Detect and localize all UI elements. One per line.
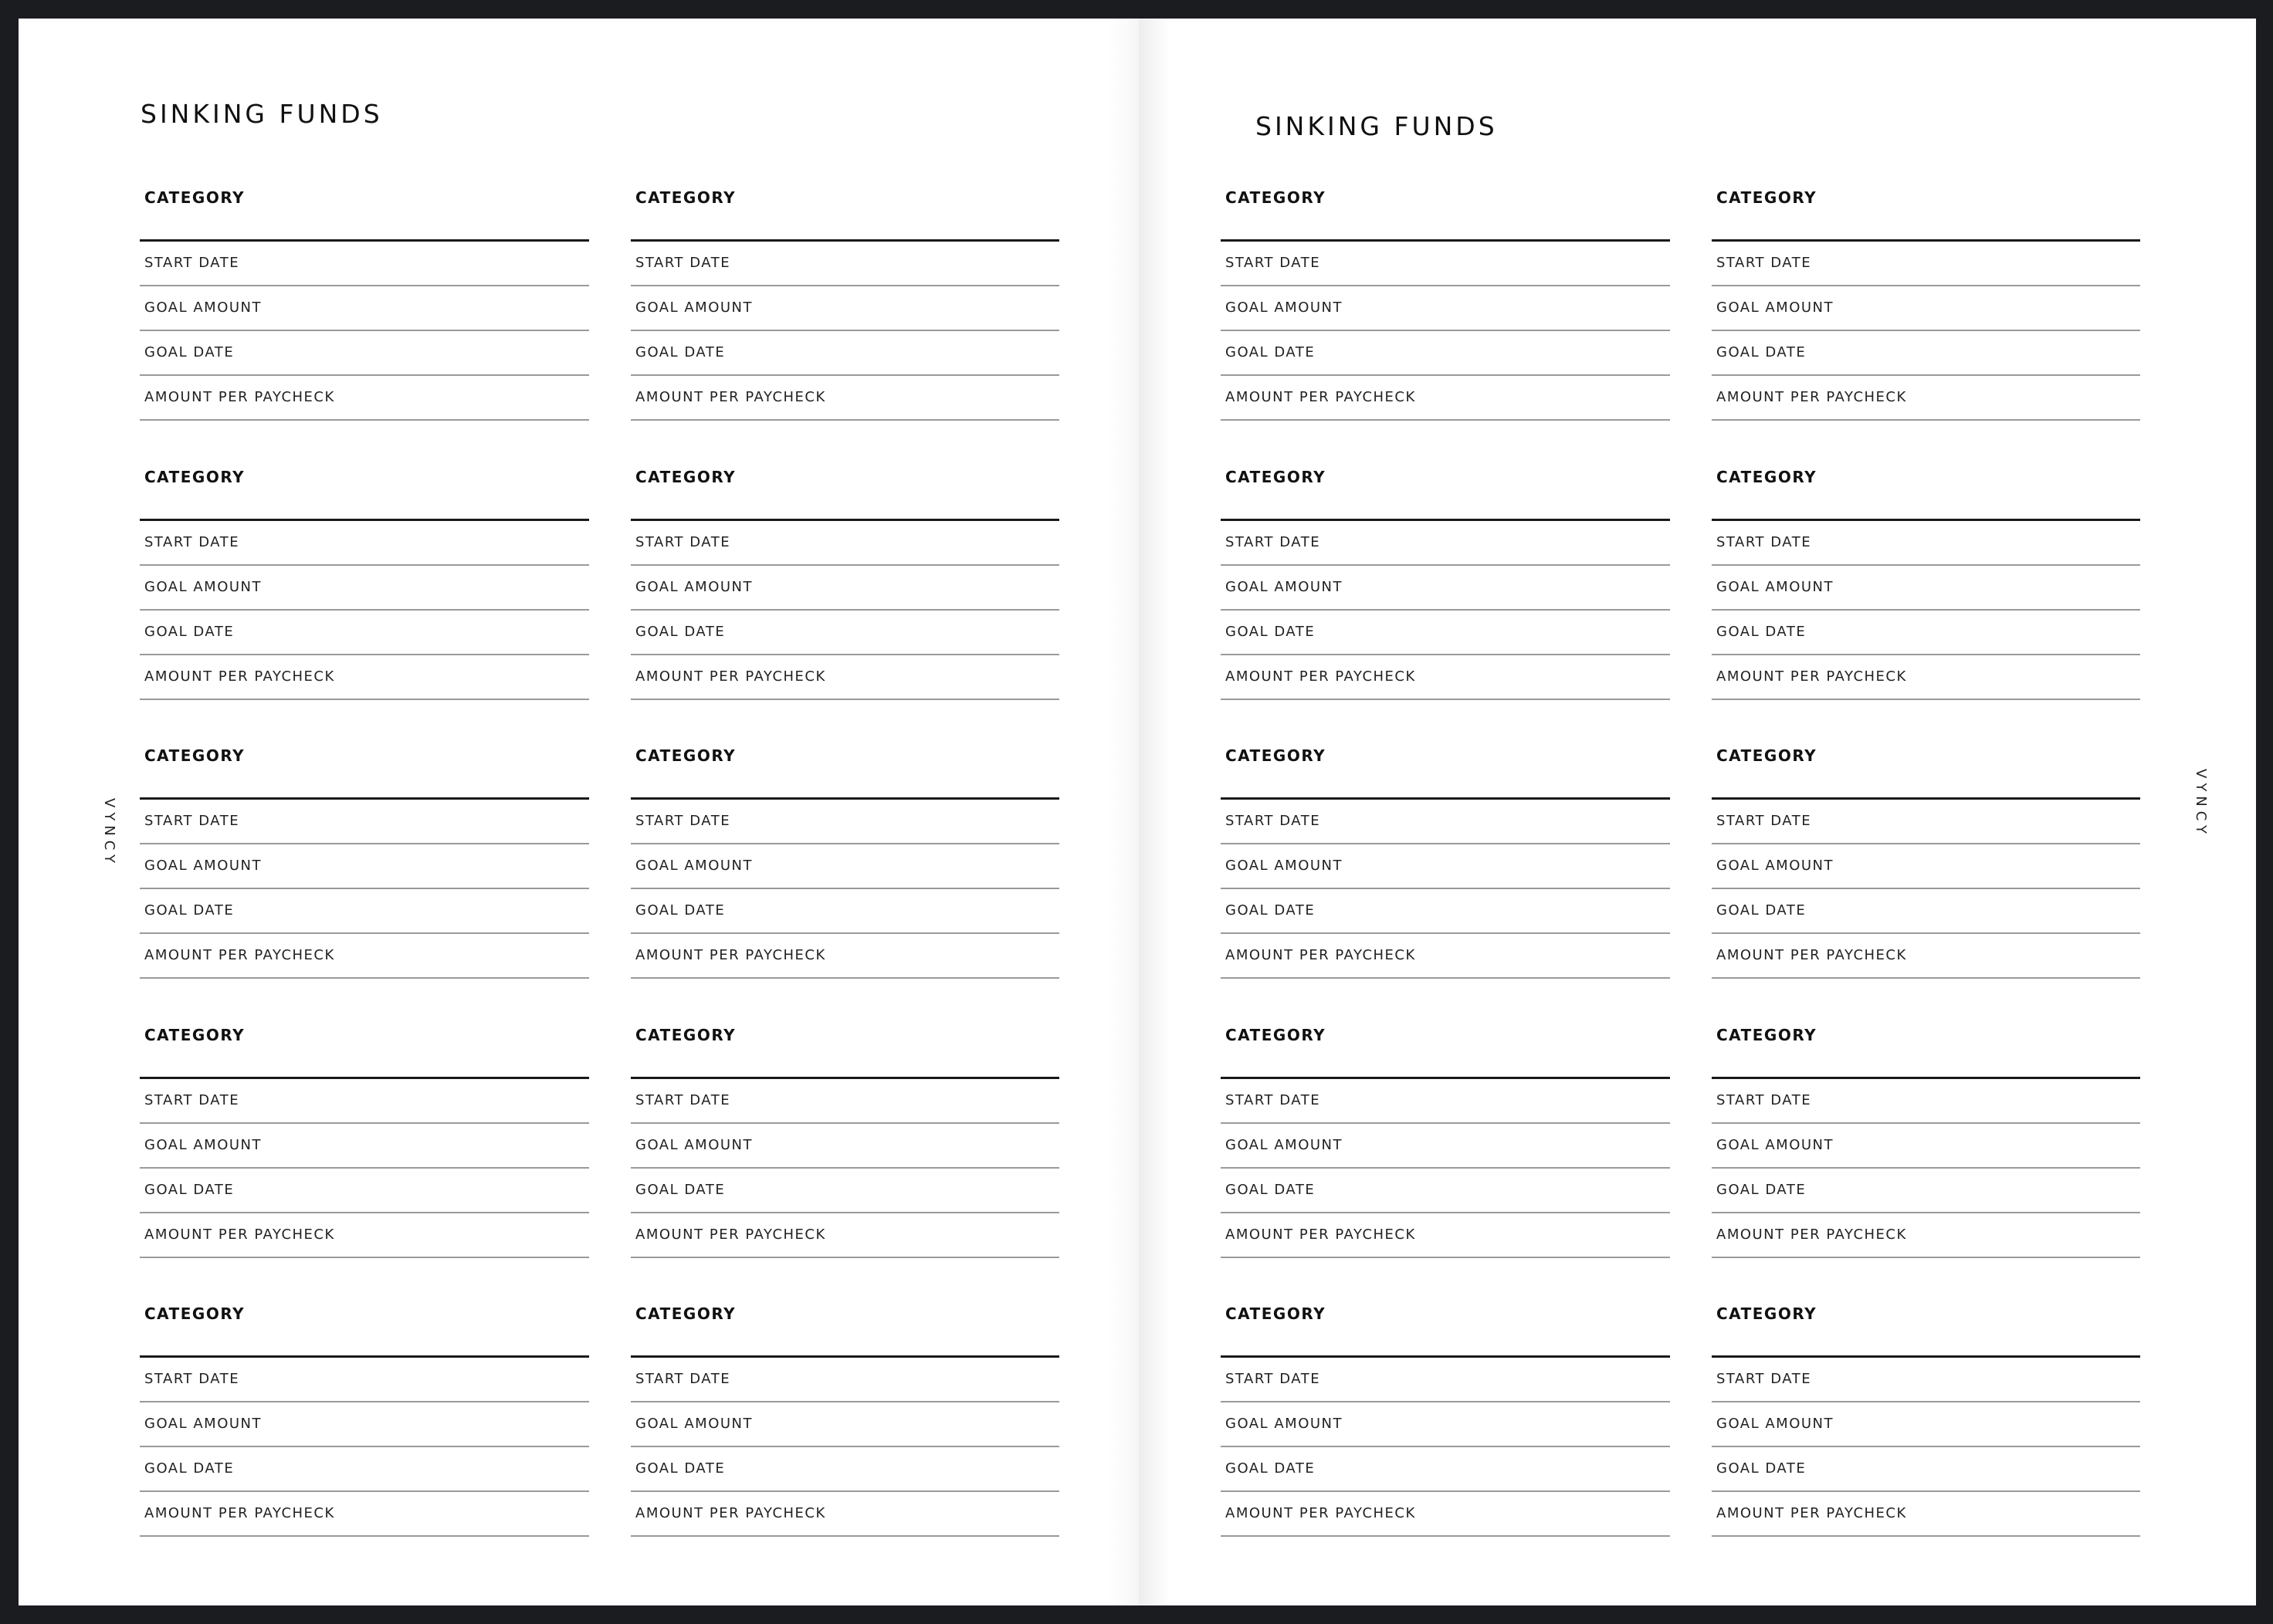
category-field[interactable] <box>1221 1292 1670 1358</box>
category-label: CATEGORY <box>1225 746 1326 765</box>
goal-amount-field[interactable] <box>1221 286 1670 331</box>
start-date-field[interactable] <box>1712 1079 2140 1124</box>
start-date-label: START DATE <box>1716 813 1812 829</box>
category-field[interactable] <box>631 455 1059 521</box>
start-date-label: START DATE <box>1225 534 1321 550</box>
goal-amount-field[interactable] <box>1712 1402 2140 1447</box>
goal-date-label: GOAL DATE <box>1716 344 1807 360</box>
category-field[interactable] <box>140 455 589 521</box>
amount-per-paycheck-field[interactable] <box>1221 655 1670 700</box>
goal-date-label: GOAL DATE <box>635 344 726 360</box>
goal-amount-label: GOAL AMOUNT <box>144 1416 263 1432</box>
goal-amount-field[interactable] <box>140 566 589 611</box>
amount-per-paycheck-field[interactable] <box>1221 376 1670 421</box>
goal-date-label: GOAL DATE <box>1225 344 1316 360</box>
goal-amount-label: GOAL AMOUNT <box>144 1137 263 1153</box>
amount-per-paycheck-field[interactable] <box>631 1213 1059 1258</box>
fund-block <box>1221 1013 1670 1258</box>
goal-date-field[interactable] <box>1712 1447 2140 1492</box>
goal-amount-label: GOAL AMOUNT <box>635 299 754 316</box>
category-label: CATEGORY <box>1716 468 1817 486</box>
amount-per-paycheck-field[interactable] <box>1712 376 2140 421</box>
goal-date-field[interactable] <box>1221 1169 1670 1213</box>
goal-date-label: GOAL DATE <box>635 902 726 919</box>
goal-date-field[interactable] <box>1712 331 2140 376</box>
category-label: CATEGORY <box>1716 1304 1817 1323</box>
fund-block <box>1712 1292 2140 1537</box>
amount-per-paycheck-label: AMOUNT PER PAYCHECK <box>144 947 335 963</box>
amount-per-paycheck-field[interactable] <box>140 1492 589 1537</box>
right-page <box>1139 19 2256 1605</box>
start-date-label: START DATE <box>144 255 240 271</box>
goal-amount-field[interactable] <box>1221 844 1670 889</box>
goal-date-field[interactable] <box>140 1169 589 1213</box>
start-date-field[interactable] <box>631 521 1059 566</box>
fund-block <box>140 1292 589 1537</box>
page-spread <box>19 19 2256 1605</box>
category-label: CATEGORY <box>635 1026 737 1044</box>
amount-per-paycheck-field[interactable] <box>631 655 1059 700</box>
goal-amount-label: GOAL AMOUNT <box>1716 858 1834 874</box>
fund-block <box>1221 176 1670 421</box>
amount-per-paycheck-label: AMOUNT PER PAYCHECK <box>144 389 335 405</box>
goal-amount-label: GOAL AMOUNT <box>144 579 263 595</box>
category-field[interactable] <box>1712 1013 2140 1079</box>
goal-date-field[interactable] <box>140 1447 589 1492</box>
goal-date-label: GOAL DATE <box>144 1460 235 1477</box>
fund-block <box>140 176 589 421</box>
goal-date-label: GOAL DATE <box>144 344 235 360</box>
category-label: CATEGORY <box>144 746 246 765</box>
start-date-label: START DATE <box>635 1092 731 1108</box>
goal-date-field[interactable] <box>1712 889 2140 934</box>
goal-date-field[interactable] <box>631 331 1059 376</box>
amount-per-paycheck-field[interactable] <box>1712 934 2140 979</box>
amount-per-paycheck-label: AMOUNT PER PAYCHECK <box>1225 1226 1416 1243</box>
fund-block <box>1221 455 1670 700</box>
amount-per-paycheck-field[interactable] <box>1712 1213 2140 1258</box>
category-label: CATEGORY <box>635 746 737 765</box>
goal-date-label: GOAL DATE <box>1225 1182 1316 1198</box>
category-label: CATEGORY <box>1225 1026 1326 1044</box>
start-date-field[interactable] <box>1712 242 2140 286</box>
goal-date-label: GOAL DATE <box>1225 902 1316 919</box>
amount-per-paycheck-field[interactable] <box>140 655 589 700</box>
goal-amount-label: GOAL AMOUNT <box>1225 1137 1343 1153</box>
amount-per-paycheck-field[interactable] <box>1712 655 2140 700</box>
fund-block <box>140 455 589 700</box>
goal-amount-field[interactable] <box>140 286 589 331</box>
category-field[interactable] <box>631 734 1059 800</box>
brand-mark: VYNCY <box>2193 769 2209 839</box>
start-date-field[interactable] <box>1221 1358 1670 1402</box>
amount-per-paycheck-label: AMOUNT PER PAYCHECK <box>144 1505 335 1521</box>
category-label: CATEGORY <box>1225 468 1326 486</box>
start-date-label: START DATE <box>144 1371 240 1387</box>
goal-amount-label: GOAL AMOUNT <box>1716 299 1834 316</box>
amount-per-paycheck-label: AMOUNT PER PAYCHECK <box>1716 668 1907 685</box>
start-date-label: START DATE <box>144 1092 240 1108</box>
start-date-field[interactable] <box>631 800 1059 844</box>
goal-amount-label: GOAL AMOUNT <box>144 858 263 874</box>
goal-date-field[interactable] <box>631 611 1059 655</box>
category-label: CATEGORY <box>144 468 246 486</box>
goal-amount-label: GOAL AMOUNT <box>1716 1416 1834 1432</box>
category-label: CATEGORY <box>1716 188 1817 207</box>
amount-per-paycheck-label: AMOUNT PER PAYCHECK <box>1225 947 1416 963</box>
start-date-label: START DATE <box>1716 1371 1812 1387</box>
category-label: CATEGORY <box>1716 746 1817 765</box>
fund-block <box>631 176 1059 421</box>
goal-date-label: GOAL DATE <box>1716 1460 1807 1477</box>
fund-block <box>1221 1292 1670 1537</box>
amount-per-paycheck-field[interactable] <box>1221 1492 1670 1537</box>
fund-block <box>1712 455 2140 700</box>
start-date-field[interactable] <box>140 800 589 844</box>
goal-amount-label: GOAL AMOUNT <box>635 858 754 874</box>
start-date-label: START DATE <box>1225 255 1321 271</box>
start-date-label: START DATE <box>1225 1371 1321 1387</box>
goal-date-label: GOAL DATE <box>635 624 726 640</box>
amount-per-paycheck-label: AMOUNT PER PAYCHECK <box>144 668 335 685</box>
category-field[interactable] <box>631 1013 1059 1079</box>
page-title: SINKING FUNDS <box>1255 111 1498 141</box>
category-label: CATEGORY <box>144 1026 246 1044</box>
goal-date-field[interactable] <box>631 1447 1059 1492</box>
goal-amount-field[interactable] <box>140 1124 589 1169</box>
category-label: CATEGORY <box>635 468 737 486</box>
goal-date-label: GOAL DATE <box>635 1460 726 1477</box>
goal-amount-field[interactable] <box>1712 844 2140 889</box>
category-field[interactable] <box>140 1292 589 1358</box>
goal-amount-field[interactable] <box>1712 1124 2140 1169</box>
left-page <box>19 19 1139 1605</box>
start-date-label: START DATE <box>635 534 731 550</box>
amount-per-paycheck-label: AMOUNT PER PAYCHECK <box>1225 389 1416 405</box>
start-date-label: START DATE <box>1716 534 1812 550</box>
goal-date-label: GOAL DATE <box>1225 1460 1316 1477</box>
page-title: SINKING FUNDS <box>141 99 383 129</box>
amount-per-paycheck-field[interactable] <box>1221 1213 1670 1258</box>
category-field[interactable] <box>631 1292 1059 1358</box>
goal-amount-field[interactable] <box>1221 1402 1670 1447</box>
start-date-field[interactable] <box>1712 1358 2140 1402</box>
goal-date-label: GOAL DATE <box>635 1182 726 1198</box>
start-date-field[interactable] <box>1221 521 1670 566</box>
fund-block <box>140 734 589 979</box>
category-label: CATEGORY <box>635 1304 737 1323</box>
goal-amount-label: GOAL AMOUNT <box>1225 1416 1343 1432</box>
amount-per-paycheck-label: AMOUNT PER PAYCHECK <box>1716 389 1907 405</box>
start-date-label: START DATE <box>1716 1092 1812 1108</box>
goal-amount-label: GOAL AMOUNT <box>1716 579 1834 595</box>
amount-per-paycheck-field[interactable] <box>140 1213 589 1258</box>
amount-per-paycheck-label: AMOUNT PER PAYCHECK <box>635 947 826 963</box>
amount-per-paycheck-field[interactable] <box>1221 934 1670 979</box>
goal-date-label: GOAL DATE <box>144 1182 235 1198</box>
category-field[interactable] <box>1221 455 1670 521</box>
goal-amount-label: GOAL AMOUNT <box>635 1137 754 1153</box>
goal-date-field[interactable] <box>140 331 589 376</box>
fund-block <box>1712 1013 2140 1258</box>
fund-block <box>140 1013 589 1258</box>
goal-amount-field[interactable] <box>631 566 1059 611</box>
goal-date-label: GOAL DATE <box>144 624 235 640</box>
start-date-label: START DATE <box>1225 813 1321 829</box>
start-date-label: START DATE <box>635 255 731 271</box>
start-date-field[interactable] <box>1712 800 2140 844</box>
goal-amount-label: GOAL AMOUNT <box>1716 1137 1834 1153</box>
goal-amount-label: GOAL AMOUNT <box>1225 579 1343 595</box>
amount-per-paycheck-label: AMOUNT PER PAYCHECK <box>1225 668 1416 685</box>
category-label: CATEGORY <box>1225 1304 1326 1323</box>
amount-per-paycheck-field[interactable] <box>1712 1492 2140 1537</box>
amount-per-paycheck-label: AMOUNT PER PAYCHECK <box>635 1505 826 1521</box>
fund-block <box>631 455 1059 700</box>
goal-date-label: GOAL DATE <box>144 902 235 919</box>
amount-per-paycheck-label: AMOUNT PER PAYCHECK <box>635 668 826 685</box>
goal-amount-field[interactable] <box>631 286 1059 331</box>
goal-date-field[interactable] <box>631 889 1059 934</box>
amount-per-paycheck-label: AMOUNT PER PAYCHECK <box>1225 1505 1416 1521</box>
amount-per-paycheck-label: AMOUNT PER PAYCHECK <box>635 389 826 405</box>
goal-date-label: GOAL DATE <box>1716 624 1807 640</box>
category-field[interactable] <box>1712 455 2140 521</box>
amount-per-paycheck-label: AMOUNT PER PAYCHECK <box>1716 1505 1907 1521</box>
amount-per-paycheck-field[interactable] <box>140 934 589 979</box>
goal-date-label: GOAL DATE <box>1716 902 1807 919</box>
category-field[interactable] <box>1712 1292 2140 1358</box>
goal-amount-field[interactable] <box>1712 566 2140 611</box>
category-field[interactable] <box>140 734 589 800</box>
category-field[interactable] <box>140 176 589 242</box>
start-date-field[interactable] <box>140 242 589 286</box>
category-label: CATEGORY <box>144 188 246 207</box>
brand-mark: VYNCY <box>101 798 117 868</box>
start-date-field[interactable] <box>140 521 589 566</box>
goal-date-field[interactable] <box>140 611 589 655</box>
start-date-field[interactable] <box>1221 1079 1670 1124</box>
goal-amount-field[interactable] <box>140 1402 589 1447</box>
start-date-field[interactable] <box>140 1358 589 1402</box>
goal-date-field[interactable] <box>140 889 589 934</box>
category-label: CATEGORY <box>1225 188 1326 207</box>
goal-amount-label: GOAL AMOUNT <box>144 299 263 316</box>
start-date-field[interactable] <box>631 1079 1059 1124</box>
category-field[interactable] <box>140 1013 589 1079</box>
fund-block <box>1712 176 2140 421</box>
goal-date-label: GOAL DATE <box>1716 1182 1807 1198</box>
category-field[interactable] <box>1712 734 2140 800</box>
goal-amount-field[interactable] <box>631 844 1059 889</box>
goal-date-field[interactable] <box>1221 889 1670 934</box>
category-label: CATEGORY <box>1716 1026 1817 1044</box>
amount-per-paycheck-label: AMOUNT PER PAYCHECK <box>1716 947 1907 963</box>
category-field[interactable] <box>1221 1013 1670 1079</box>
start-date-field[interactable] <box>1221 800 1670 844</box>
amount-per-paycheck-field[interactable] <box>631 934 1059 979</box>
category-field[interactable] <box>1221 734 1670 800</box>
start-date-label: START DATE <box>1225 1092 1321 1108</box>
goal-date-field[interactable] <box>1221 331 1670 376</box>
goal-amount-field[interactable] <box>631 1402 1059 1447</box>
amount-per-paycheck-label: AMOUNT PER PAYCHECK <box>1716 1226 1907 1243</box>
fund-block <box>1712 734 2140 979</box>
goal-amount-label: GOAL AMOUNT <box>1225 299 1343 316</box>
amount-per-paycheck-field[interactable] <box>140 376 589 421</box>
category-field[interactable] <box>631 176 1059 242</box>
start-date-label: START DATE <box>1716 255 1812 271</box>
start-date-field[interactable] <box>1712 521 2140 566</box>
goal-date-field[interactable] <box>1221 1447 1670 1492</box>
amount-per-paycheck-label: AMOUNT PER PAYCHECK <box>635 1226 826 1243</box>
amount-per-paycheck-field[interactable] <box>631 1492 1059 1537</box>
goal-date-field[interactable] <box>1712 1169 2140 1213</box>
category-label: CATEGORY <box>144 1304 246 1323</box>
fund-block <box>631 1013 1059 1258</box>
start-date-label: START DATE <box>144 534 240 550</box>
goal-date-field[interactable] <box>1712 611 2140 655</box>
amount-per-paycheck-field[interactable] <box>631 376 1059 421</box>
category-field[interactable] <box>1712 176 2140 242</box>
goal-amount-label: GOAL AMOUNT <box>635 1416 754 1432</box>
goal-date-field[interactable] <box>631 1169 1059 1213</box>
goal-amount-label: GOAL AMOUNT <box>635 579 754 595</box>
start-date-label: START DATE <box>144 813 240 829</box>
goal-amount-field[interactable] <box>631 1124 1059 1169</box>
category-label: CATEGORY <box>635 188 737 207</box>
fund-block <box>1221 734 1670 979</box>
goal-amount-label: GOAL AMOUNT <box>1225 858 1343 874</box>
start-date-field[interactable] <box>631 242 1059 286</box>
fund-block <box>631 1292 1059 1537</box>
fund-block <box>631 734 1059 979</box>
goal-amount-field[interactable] <box>1221 566 1670 611</box>
goal-date-label: GOAL DATE <box>1225 624 1316 640</box>
goal-amount-field[interactable] <box>1712 286 2140 331</box>
start-date-label: START DATE <box>635 813 731 829</box>
goal-date-field[interactable] <box>1221 611 1670 655</box>
start-date-field[interactable] <box>631 1358 1059 1402</box>
goal-amount-field[interactable] <box>140 844 589 889</box>
start-date-field[interactable] <box>1221 242 1670 286</box>
goal-amount-field[interactable] <box>1221 1124 1670 1169</box>
start-date-label: START DATE <box>635 1371 731 1387</box>
start-date-field[interactable] <box>140 1079 589 1124</box>
amount-per-paycheck-label: AMOUNT PER PAYCHECK <box>144 1226 335 1243</box>
category-field[interactable] <box>1221 176 1670 242</box>
